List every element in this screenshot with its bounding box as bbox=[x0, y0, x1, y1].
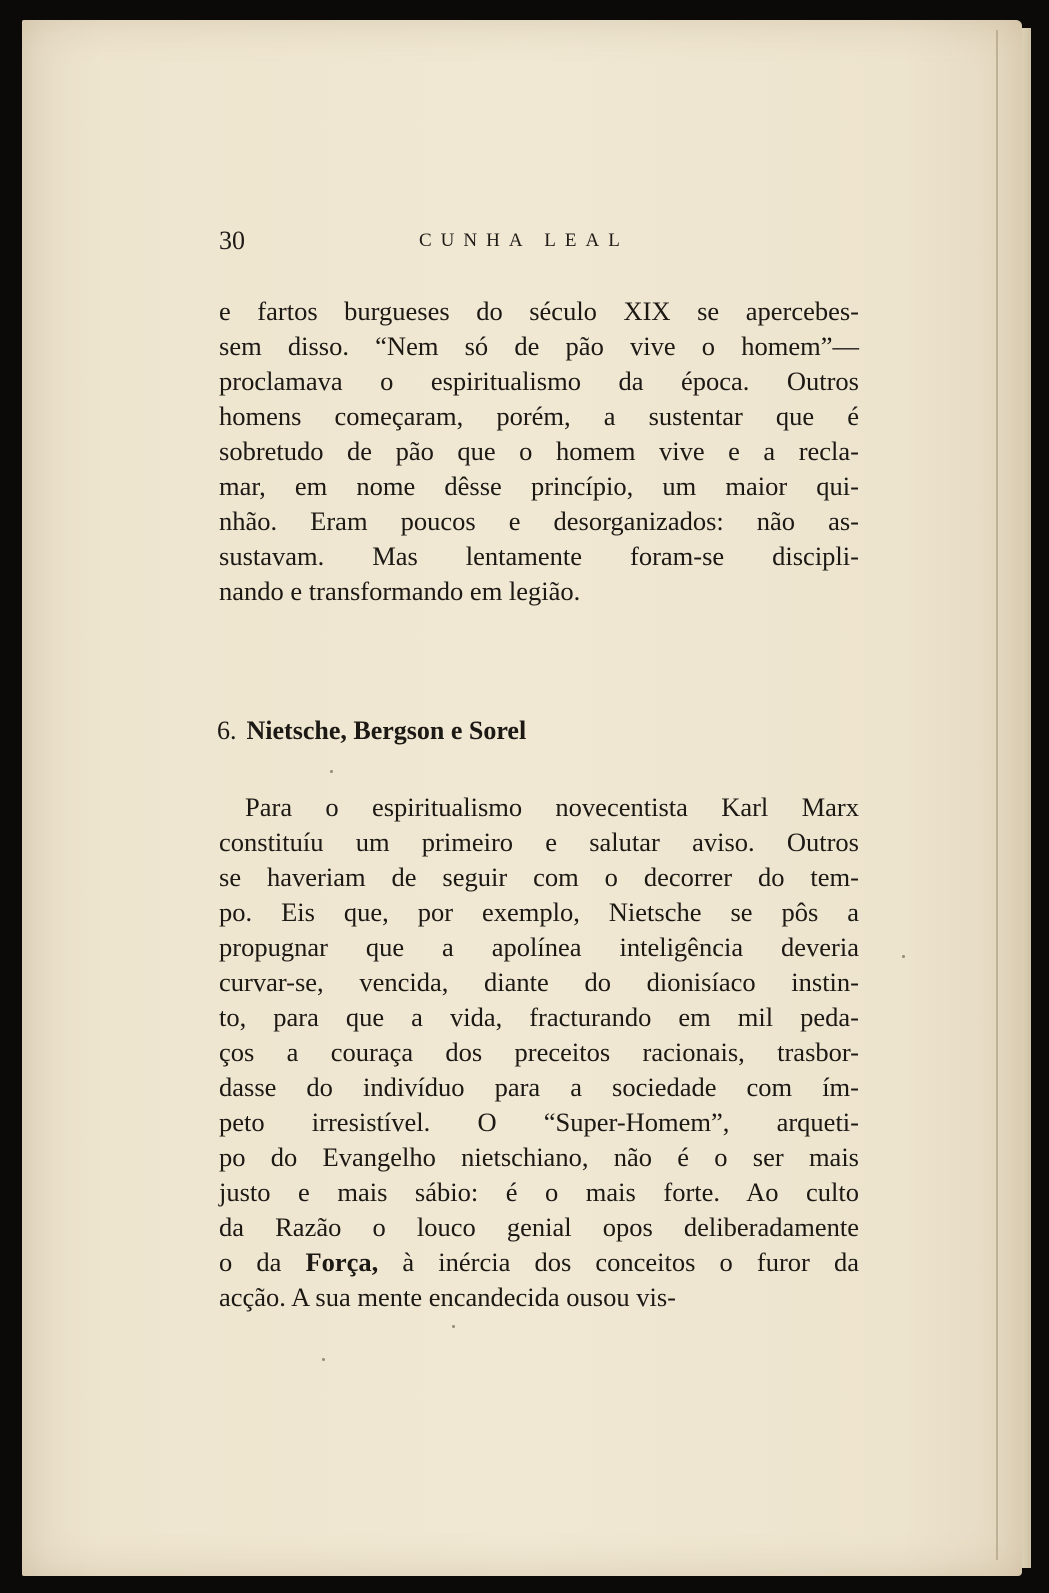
text-line: curvar-se, vencida, diante do dionisíaco instin- bbox=[219, 967, 859, 997]
paper-speck bbox=[452, 1325, 455, 1328]
section-heading bbox=[217, 716, 526, 746]
text-line: nhão. Eram poucos e desorganizados: não as- bbox=[219, 506, 859, 536]
text-line: Para o espiritualismo novecentista Karl Marx bbox=[245, 792, 859, 822]
paper-speck bbox=[902, 955, 905, 958]
text-line: peto irresistível. O “Super-Homem”, arqueti- bbox=[219, 1107, 859, 1137]
text-line: da Razão o louco genial opos deliberadamente bbox=[219, 1212, 859, 1242]
text-line: to, para que a vida, fracturando em mil peda- bbox=[219, 1002, 859, 1032]
text-line: e fartos burgueses do século XIX se apercebes- bbox=[219, 296, 859, 326]
page-number: 30 bbox=[219, 226, 245, 255]
section-title: Nietsche, Bergson e Sorel bbox=[246, 716, 527, 745]
text-line: se haveriam de seguir com o decorrer do tem- bbox=[219, 862, 859, 892]
text-line: propugnar que a apolínea inteligência deveria bbox=[219, 932, 859, 962]
text-line: proclamava o espiritualismo da época. Outros bbox=[219, 366, 859, 396]
text-line: justo e mais sábio: é o mais forte. Ao culto bbox=[219, 1177, 859, 1207]
text-fragment: o da bbox=[219, 1247, 306, 1277]
text-line: nando e transformando em legião. bbox=[219, 576, 581, 606]
text-line: ços a couraça dos preceitos racionais, trasbor- bbox=[219, 1037, 859, 1067]
text-line-force bbox=[219, 1245, 859, 1280]
text-line: dasse do indivíduo para a sociedade com ím- bbox=[219, 1072, 859, 1102]
page-fold-line bbox=[996, 30, 998, 1560]
paragraph-2 bbox=[219, 790, 859, 1315]
running-head: CUNHA LEAL bbox=[419, 230, 629, 251]
text-line: po. Eis que, por exemplo, Nietsche se pôs a bbox=[219, 897, 859, 927]
text-line: po do Evangelho nietschiano, não é o ser mais bbox=[219, 1142, 859, 1172]
bold-word: Força, bbox=[305, 1247, 379, 1277]
paper-speck bbox=[330, 770, 333, 773]
paper-speck bbox=[322, 1358, 325, 1361]
text-line: acção. A sua mente encandecida ousou vis- bbox=[219, 1282, 676, 1312]
text-line: sem disso. “Nem só de pão vive o homem”— bbox=[219, 331, 859, 361]
text-line: sobretudo de pão que o homem vive e a recla- bbox=[219, 436, 859, 466]
text-fragment: à inércia dos conceitos o furor da bbox=[378, 1247, 859, 1277]
paragraph-1 bbox=[219, 294, 859, 609]
page-header bbox=[219, 226, 859, 266]
text-line: sustavam. Mas lentamente foram-se discipli- bbox=[219, 541, 859, 571]
text-line: homens começaram, porém, a sustentar que é bbox=[219, 401, 859, 431]
text-line: mar, em nome dêsse princípio, um maior qui- bbox=[219, 471, 859, 501]
text-line: constituíu um primeiro e salutar aviso. Outros bbox=[219, 827, 859, 857]
section-number: 6. bbox=[217, 716, 237, 745]
